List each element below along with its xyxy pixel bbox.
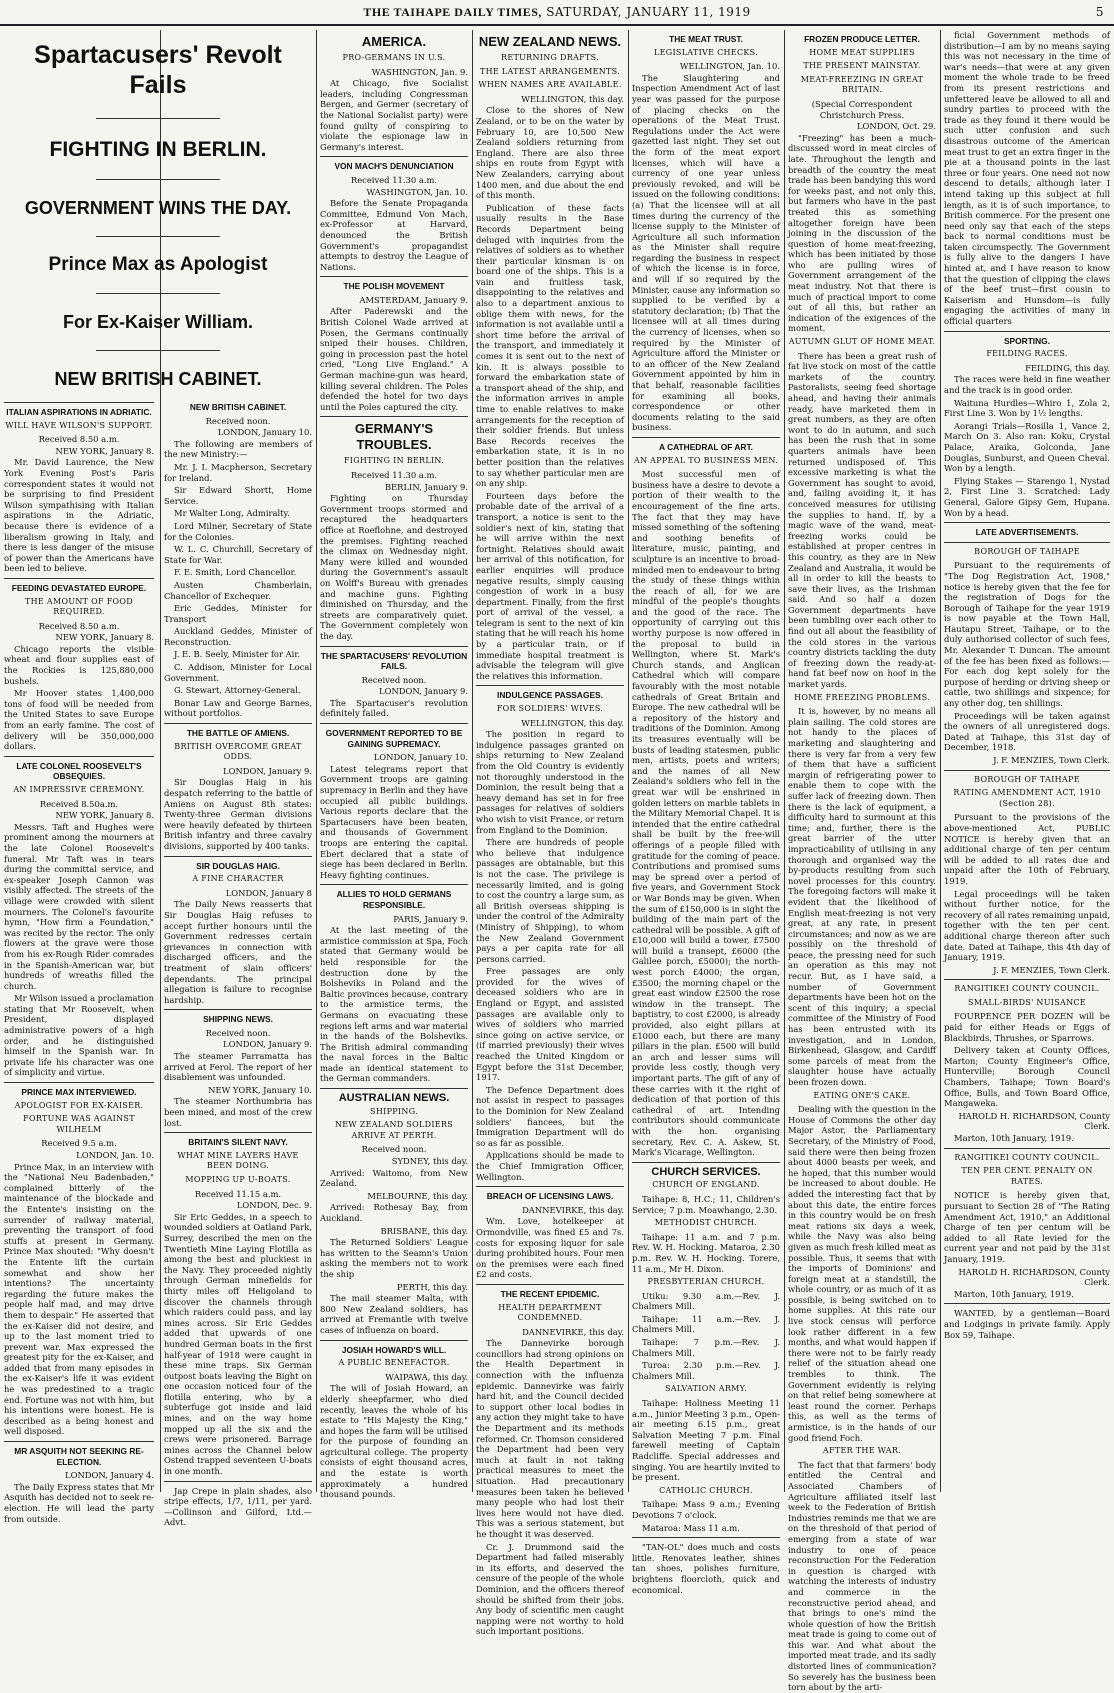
column-2 <box>164 398 312 1528</box>
article-headline: LATE ADVERTISEMENTS. <box>975 527 1079 538</box>
classified-ad: WANTED, by a gentleman—Board and Lodgings in private family. Apply Box 59, Taihape. <box>944 1308 1110 1340</box>
article-subhead: A FINE CHARACTER <box>192 874 284 884</box>
divider <box>944 1303 1110 1304</box>
received-time: Received 11.30 a.m. <box>350 470 438 480</box>
article-headline: GERMANY'S TROUBLES. <box>354 421 434 453</box>
article-body: Mr. David Laurence, the New York Evening Post's Paris correspondent states it would not be surprising to find President Wilson sympathising with Italian aspirations in the Adriatic, because there is evidence of a liberalism growing in Italy, and there is less danger of the misuse of power than the Americans have been led to believe. <box>4 457 154 574</box>
article-subhead: PRO-GERMANS IN U.S. <box>342 53 446 62</box>
divider <box>4 1082 154 1083</box>
divider <box>4 578 154 579</box>
article-body: The following are members of the new Ministry:— <box>164 438 312 460</box>
divider <box>320 416 468 417</box>
column-7 <box>944 30 1110 1492</box>
minister-line: Bonar Law and George Barnes, without portfolios. <box>164 697 312 719</box>
article-body: Fighting on Thursday Government troops stormed and recaptured the headquarters office at Roeflohne, and destroyed the premises. Fighting reached the climax on Wednesday night. Many were killed and wounded during the Government's assault on Wolff's Bureau with grenades and machine guns. Fighting diminished on Thursday, and the streets are comparatively quiet. The Government completely won the day. <box>320 493 468 641</box>
article-subhead: SHIPPING. <box>370 1106 418 1116</box>
article-subhead: BRITISH OVERCOME GREAT ODDS. <box>174 741 302 762</box>
article-body: Taihape: 11 a.m.—Rev. J. Chalmers Mill. <box>632 1313 780 1335</box>
article-headline: A CATHEDRAL OF ART. <box>659 441 753 452</box>
divider <box>320 276 468 277</box>
article-body: Flying Stakes — Starengo 1, Nystad 2, First Line 3. Scratched: Lady General, Galore Gipsy Gem, Hupana. Won by a head. <box>944 475 1110 518</box>
column-1 <box>4 398 154 1524</box>
article-body: Dealing with the question in the House of Commons the other day Major Astor, the Parliamentary Secretary, of the Ministry of Food, said there were then being frozen about 4000 beasts per week, and he hoped, that this number would be increased to about double. He added the interesting fact that by about this date, the entire forces in this country would be on fresh meat rations six days a week, while the Navy was also being given as much fresh killed meat as possible. Thus, it seems that with the imports of Dominions' and foreign meat at a standstill, the whole country, or as much of it as possible, is being switched on to home supplies. At this rate our live stock census will perforce look rather different in a few months, and what would happen if there were not to be fairly ready relief of the situation ahead one trembles to think. The Government evidently is relying on that relief being somewhere at least round the corner. Perhaps this, as well as the terms of armistice, is in the hands of our good friend Foch. <box>788 1104 936 1443</box>
article-headline: AUSTRALIAN NEWS. <box>338 1092 450 1105</box>
divider <box>476 685 624 686</box>
notice-body: Proceedings will be taken against the owners of all unregistered dogs. Dated at Taihape, this 31st day of December, 1918. <box>944 710 1110 753</box>
article-body: The steamer Parramatta has arrived at Ferol. The report of her disablement was unfounded. <box>164 1051 312 1083</box>
divider <box>164 856 312 857</box>
dateline: BRISBANE, this day. <box>380 1225 468 1236</box>
article-body: It is, however, by no means all plain sailing. The cold stores are not handy to the places of marketing and slaughtering and there is very far from a very few of them that have a sufficient margin of refrigerating power to enable them to cope with the suffer lack of freezing down. Then there is the lack of equipment, a difficulty hard to surmount at this time; and, further, there is the great barrier of the utter impracticability of utilising in any thorough and organised way the by-products resulting from such novel processes for this country. The foregoing factors will make it evident that the likelihood of English meat-freezing is not very great, at any rate, in present circumstances; and now as we are possibly on the threshold of peace, the pressing need for such an operation as this may not recur. But, as I have said, a number of Government departments have been hot on the scent of this inquiry; a special committee of the Ministry of Food has been entrusted with its investigation, and in London, Birkenhead, Glasgow, and Cardiff some parcels of meat from the slaughter house have actually been frozen down. <box>788 706 936 1087</box>
article-body: Waituna Hurdles—Whiro 1, Zola 2, First Line 3. Won by 1½ lengths. <box>944 397 1110 419</box>
notice-date: Marton, 10th January, 1919. <box>954 1288 1074 1299</box>
notice-signature: J. F. MENZIES, Town Clerk. <box>993 964 1110 975</box>
notice-heading: BOROUGH OF TAIHAPE <box>974 546 1080 556</box>
article-headline: LATE COLONEL ROOSEVELT'S OBSEQUIES. <box>16 760 142 782</box>
article-subhead: CATHOLIC CHURCH. <box>659 1485 753 1495</box>
article-subhead: FEILDING RACES. <box>986 349 1068 359</box>
article-subhead: AN APPEAL TO BUSINESS MEN. <box>633 455 779 465</box>
dateline: LONDON, Jan. 10. <box>76 1150 154 1160</box>
lead-subhead-3: Prince Max as Apologist <box>48 254 268 275</box>
divider <box>944 1148 1110 1149</box>
received-time: Received noon. <box>361 1144 427 1155</box>
article-headline: FEEDING DEVASTATED EUROPE. <box>11 582 147 593</box>
column-rule <box>628 30 629 1492</box>
article-subhead: THE PRESENT MAINSTAY. <box>803 61 921 71</box>
dateline: PARIS, January 9. <box>393 913 468 924</box>
divider <box>320 646 468 647</box>
article-body: Mataroa: Mass 11 a.m. <box>642 1522 740 1533</box>
minister-line: C. Addison, Minister for Local Government. <box>164 662 312 683</box>
notice-body: Pursuant to the provisions of the above-mentioned Act, PUBLIC NOTICE is hereby given that an additional charge of ten per centum will be added to all rates due and unpaid after the 10th of February, 1919. <box>944 812 1110 886</box>
column-4 <box>476 30 624 1637</box>
article-body: Most successful men of business have a desire to devote a portion of their wealth to the encouragement of the fine arts. The fact that they may have missed something of the softening and soothing benefits of literature, music, painting, and sculpture is an incentive to broad-minded men to endeavour to bring the study of these things within the reach of all, for we are mindful of the people's thoughts and the good of the race. The opportunity of carrying out this worthy purpose is now offered in the proposal to build in Wellington, where St. Mark's Church stands, and Anglican Cathedral which will compare favourably with the most notable cathedrals of Great Britain and Europe. The new cathedral will be a repository of the history and traditions of the Dominion. Among its treasures eventually will be busts of leading statesmen, public men, artists, poets and writers; and the names of all New Zealand's soldiers who fell in the great war will be enshrined in golden letters on marble tablets in the Military Memorial Chapel. It is intended that the entire cathedral shall be built by the free-will offerings of a people filled with gratitude for the coming of peace. Contributions and promised sums may be spread over a period of five years, and Government Stock or War Bonds may be given. When the sum of £150,000 is in sight the building of the main part of the cathedral will be possible. A gift of £10,000 will build a tower, £7500 will build a transept, £6000 (the Galilee porch, £5000); the north-west porch £4000; the organ, £3500; the morning chapel or the great east window £2500 the rose window in the transept. The baptistry, to cost £2000, is already provided, also eight pillars at £1000 each, but there are many pillars in the plan. £500 will build an arch and lesser sums will provide less costly, though very important parts. The gift of any of these carries with it the right of dedication of that portion of this cathedral of art. Intending contributors should communicate with the hon. organising secretary, Rev. C. A. Askew, St. Mark's Vicarage, Wellington. <box>632 469 780 1158</box>
article-body: Arrived: Waitomo, from New Zealand. <box>320 1167 468 1189</box>
divider <box>944 522 1110 523</box>
article-subhead: WHAT MINE LAYERS HAVE BEEN DOING. <box>177 1150 299 1171</box>
article-subhead: PRESBYTERIAN CHURCH. <box>647 1277 765 1287</box>
divider <box>944 331 1110 332</box>
lead-subhead-2: GOVERNMENT WINS THE DAY. <box>24 198 292 218</box>
minister-line: F. E. Smith, Lord Chancellor. <box>174 567 297 578</box>
article-body: At Chicago, five Socialist leaders, including Congressman Bergen, and Germer (secretary of the National Socialist party) were found guilty of conspiring to violate the espionage law in Germany's interest. <box>320 78 468 152</box>
article-body: There are hundreds of people who believe that indulgence passages are obtainable, but this is not the case. The privilege is necessarily limited, and is going to cost the country a large sum, as all British overseas shipping is under the control of the Admiralty (Ministry of Shipping), to whom the New Zealand Government pays a per capita rate for all persons carried. <box>476 837 624 964</box>
article-subhead: AN IMPRESSIVE CEREMONY. <box>13 785 145 794</box>
article-body: The mail steamer Malta, with 800 New Zealand soldiers, has arrived at Fremantle with twelve cases of influenza on board. <box>320 1293 468 1335</box>
minister-line: G. Stewart, Attorney-General. <box>174 685 301 696</box>
source-credit: (Special Correspondent Christchurch Press. <box>811 98 913 120</box>
dateline: NEW YORK, January 8. <box>55 810 154 821</box>
minister-line: J. E. B. Seely, Minister for Air. <box>174 649 301 660</box>
article-subhead: A PUBLIC BENEFACTOR. <box>338 1358 450 1368</box>
dateline: LONDON, January 9. <box>379 686 468 697</box>
article-subhead: FIGHTING IN BERLIN. <box>343 456 445 466</box>
article-body: The Defence Department does not assist in respect to passages to the Dominion for New Zealand soldiers' fiancees, but the Immigration Department will do so as far as possible. <box>476 1084 624 1148</box>
article-headline: NEW BRITISH CABINET. <box>189 402 287 412</box>
column-rule <box>472 30 473 1492</box>
dateline: SYDNEY, this day. <box>391 1156 468 1167</box>
divider <box>320 156 468 157</box>
article-body: The races were held in fine weather and the track is in good order. <box>944 374 1110 395</box>
dateline: WELLINGTON, this day. <box>521 93 624 104</box>
dateline: WASHINGTON, Jan. 9. <box>371 66 468 77</box>
article-subhead: THE AMOUNT OF FOOD REQUIRED. <box>25 596 133 617</box>
dateline: LONDON, January 4. <box>65 1470 154 1481</box>
divider <box>96 293 219 294</box>
divider <box>96 350 219 351</box>
lead-headline: Spartacusers' Revolt Fails <box>34 41 282 99</box>
article-body: Close to the shores of New Zealand, or to be on the water by February 10, are 10,500 New Zealand soldiers returning from England. There are also three ships en route from Egypt with New Zealanders, carrying about 1400 men, and due about the end of this month. <box>476 105 624 201</box>
article-headline: NEW ZEALAND NEWS. <box>478 34 622 49</box>
minister-line: Sir Edward Shortt, Home Service. <box>164 485 312 506</box>
article-subhead: SALVATION ARMY. <box>664 1384 748 1394</box>
article-body: Applications should be made to the Chief Immigration Officer, Wellington. <box>476 1150 624 1182</box>
article-subhead: APOLOGIST FOR EX-KAISER. <box>14 1100 144 1110</box>
article-headline: CHURCH SERVICES. <box>651 1165 761 1178</box>
article-subhead: MOPPING UP U-BOATS. <box>185 1175 291 1184</box>
notice-body: Delivery taken at County Offices, Marton; County Engineer's Office, Hunterville; Borough Council Chambers, Taihape; Town Board's Office, Bulls, and Town Board Office, Mangaweka. <box>944 1045 1110 1109</box>
article-body: The Returned Soldiers' League has written to the Seamn's Union asking the members not to work the ship <box>320 1237 468 1279</box>
article-body: Taihape: Holiness Meeting 11 a.m., Junior Meeting 3 p.m., Open-air meeting 6.15 p.m., great Salvation Meeting 7 p.m. Final farewell meeting of Captain Radcliffe. Special addresses and singing. You are heartily invited to be present. <box>632 1398 780 1483</box>
dateline: WASHINGTON, Jan. 10. <box>366 186 468 197</box>
divider <box>320 1088 468 1089</box>
column-rule <box>940 30 941 1492</box>
received-time: Received 8.50a.m. <box>39 798 119 809</box>
article-headline: AMERICA. <box>361 34 427 49</box>
notice-subheading: RATING AMENDMENT ACT, 1910 (Section 28). <box>953 788 1101 808</box>
dateline: MELBOURNE, this day. <box>367 1190 468 1201</box>
article-body: Free passages are only provided for the wives of deceased soldiers who are in England or Egypt, and assisted passages are available only to wives of soldiers who married since going on active service, or (if married previously) their wives reached the United Kingdom or Egypt before the 31st December, 1917. <box>476 966 624 1083</box>
divider <box>944 770 1110 771</box>
dateline: LONDON, January 10. <box>373 752 468 763</box>
notice-subheading: TEN PER CENT. PENALTY ON RATES. <box>961 1166 1093 1186</box>
lead-subhead-5: NEW BRITISH CABINET. <box>54 369 262 389</box>
article-body: After Paderewski and the British Colonel Wade arrived at Posen, the Germans continually sniped their houses. Children, going in procession past the hotel cried, "Long Live England." A German machine-gun was heard, killing several children. The Poles defended the hotel for two days until the Poles captured the city. <box>320 306 468 412</box>
dateline: LONDON, Dec. 9. <box>236 1200 312 1211</box>
notice-heading: RANGITIKEI COUNTY COUNCIL. <box>954 984 1100 994</box>
article-body: Mr Wilson issued a proclamation stating that Mr Roosevelt, when President, displayed administrative powers of a high order, and he distinguished himself in the Spanish war. In private life his character was one of simplicity and virtue. <box>4 993 154 1078</box>
article-headline: BRITAIN'S SILENT NAVY. <box>188 1137 288 1148</box>
received-time: Received 11.30 a.m. <box>350 174 438 185</box>
advertisement: Jap Crepe in plain shades, also stripe effects, 1/7, 1/11, per yard.—Collinson and Gilford, Ltd.—Advt. <box>164 1485 312 1528</box>
divider <box>476 1186 624 1187</box>
divider <box>320 884 468 885</box>
article-headline: BREACH OF LICENSING LAWS. <box>486 1191 614 1202</box>
masthead-title: THE TAIHAPE DAILY TIMES, <box>363 5 542 19</box>
divider <box>96 179 219 180</box>
dateline: WELLINGTON, Jan. 10. <box>679 61 780 72</box>
column-3 <box>320 30 468 1500</box>
article-headline: SHIPPING NEWS. <box>203 1014 273 1025</box>
article-body: Publication of these facts usually results in the Base Records Department being deluged with inquiries from the relatives of soldiers as to whether their particular kinsman is on board one of the ships. This is a vain and fruitless task, disappointing to the relatives and also to a department anxious to oblige them with news, for the information is not available until a short time before the arrival of the transport, and immediately it comes it is sent out to the next of kin. It is always possible to forward the embarkation state of a transport ahead of the ship, and the information arrives in ample time to enable relatives to make arrangements for the reception of their soldier friends. But unless Base Records receives the embarkation state, it is in no better position than the relatives to say whether particular men are on any ship. <box>476 202 624 489</box>
article-body: The Dannevirke borough councillors had strong opinions on the Health Department in connection with the influenza epidemic. Dannevirke was fairly hard hit, and the Council decided to support other local bodies in any action they might take to have the Department and its methods reformed. Cr. Thomson considered the Department had been very much at fault in not taking practical measures to meet the situation. Had precautionary measures been taken he believed many people who had lost their lives here would not have died. This was a serious statement, but he thought it was deserved. <box>476 1338 624 1539</box>
article-subhead: EATING ONE'S CAKE. <box>813 1090 911 1100</box>
article-body: Before the Senate Propaganda Committee, Edmund Von Mach, ex-Professor at Harvard, denounced the British Government's propagandist attempts to destroy the League of Nations. <box>320 198 468 272</box>
article-headline: GOVERNMENT REPORTED TO BE GAINING SUPREMACY. <box>325 728 463 749</box>
notice-subheading: SMALL-BIRDS' NUISANCE <box>968 997 1086 1007</box>
lead-subhead-4: For Ex-Kaiser William. <box>63 312 253 332</box>
dateline: PERTH, this day. <box>396 1281 468 1292</box>
article-subhead: METHODIST CHURCH. <box>654 1218 758 1228</box>
received-time: Received 11.15 a.m. <box>194 1188 282 1199</box>
article-subhead: FOR SOLDIERS' WIVES. <box>496 704 604 714</box>
article-body: Wm. Love, hotelkeeper at Ormondville, was fined £5 and 7s. costs for exposing liquor for sale during prohibited hours. Four men on the premises were each fined £2 and costs. <box>476 1216 624 1280</box>
divider <box>4 756 154 757</box>
article-subhead: THE LATEST ARRANGEMENTS. <box>479 66 621 76</box>
dateline: NEW YORK, January 10. <box>208 1084 312 1095</box>
divider <box>96 236 219 237</box>
column-6 <box>788 30 936 1693</box>
article-body: Taihape: 11 a.m. and 7 p.m. Rev. W. H. Hocking. Mataroa, 2.30 p.m. Rev. W. H. Hocking. Torere, 11 a.m., Mr H. Dixon. <box>632 1231 780 1274</box>
article-subhead: HOME FREEZING PROBLEMS. <box>794 692 930 702</box>
divider <box>96 118 219 119</box>
divider <box>476 1284 624 1285</box>
masthead <box>0 0 1114 26</box>
article-body: The steamer Northumbria has been mined, and most of the crew lost. <box>164 1096 312 1128</box>
article-subhead: LEGISLATIVE CHECKS. <box>654 47 758 57</box>
minister-line: Mr. J. I. Macpherson, Secretary for Ireland. <box>164 461 312 483</box>
notice-body: Pursuant to the requirements of "The Dog Registration Act, 1908," notice is hereby given that the fee for the registration of Dogs for the Borough of Taihape for the year 1919 is now payable at the Town Hall, Hautapu Street, Taihape, or to the duly authorised collector of such fees, Mr. Alexander T. Duncan. The amount of the fee has been fixed as follows:—For each dog kept solely for the purpose of herding or driving sheep or cattle, two shillings and sixpence; for any other dog, ten shillings. <box>944 560 1110 709</box>
article-body: Cr. J. Drummond said the Department had failed miserably in its efforts, and deserved the censure of the people of the whole Dominion, and the officers thereof should be shifted from their jobs. Any body of scientific men caught napping were not worthy to hold such important positions. <box>476 1541 624 1637</box>
minister-line: Eric Geddes, Minister for Transport <box>164 603 312 624</box>
dateline: NEW YORK, January 8. <box>55 445 154 456</box>
advertisement: "TAN-OL" does much and costs little. Renovates leather, shines tan shoes, polishes furniture, brightens floorcloth, quick and economical. <box>632 1542 780 1595</box>
notice-body: FOURPENCE PER DOZEN will be paid for either Heads or Eggs of Blackbirds, Thrushes, or Sparrows. <box>944 1011 1110 1043</box>
divider <box>632 1537 780 1538</box>
article-headline: ITALIAN ASPIRATIONS IN ADRIATIC. <box>6 407 152 417</box>
notice-body: NOTICE is hereby given that, pursuant to Section 28 of "The Rating Amendment Act, 1910," an Additional Charge of ten per centum will be added to all Rate levied for the current year and not paid by the 31st January, 1919. <box>944 1190 1110 1264</box>
lead-headline-block <box>4 30 312 396</box>
article-subhead: HEALTH DEPARTMENT CONDEMNED. <box>498 1302 602 1323</box>
article-headline: THE POLISH MOVEMENT <box>343 281 445 292</box>
notice-heading: BOROUGH OF TAIHAPE <box>974 774 1080 784</box>
article-body: Taihape: Mass 9 a.m.; Evening Devotions 7 o'clock. <box>632 1499 780 1520</box>
minister-line: Auckland Geddes, Minister of Reconstruction. <box>164 626 312 647</box>
page-number: 5 <box>1095 5 1104 19</box>
article-body: There has been a great rush of fat live stock on most of the cattle markets of the country. Pastoralists, seeing feed shortage ahead, and having their animals ready, have marketed them in great numbers, as they are often wont to do in autumn, and such has been the rush that in some quarters animals have been returned undisposed of. This excessive marketing is what the Government has sought to avoid, and, failing avoiding it, it has conceived measures for utilising the supplies to hand. If, by a magic wave of the wand, meat-freezing works could be established at proper centres in this country, as they are in New Zealand and Australia, it would be all in order to kill the beasts to save their lives, as the Irishman said. And so half a dozen Government departments have been tumbling over each other to find out all about the feasibility of the cold stores in the various country districts tackling the duty of freezing down the ready-at-hand fat beef now on hoof in the market yards. <box>788 350 936 690</box>
dateline: LONDON, January 8 <box>225 887 312 898</box>
article-headline: SPORTING. <box>1003 335 1051 346</box>
notice-signature: HAROLD H. RICHARDSON, County Clerk. <box>958 1110 1110 1132</box>
masthead-date: SATURDAY, JANUARY 11, 1919 <box>546 5 751 19</box>
article-body: At the last meeting of the armistice commission at Spa, Foch stated that Germany would be held responsible for the destruction done by the Bolsheviks in Poland and the Baltic provinces because, contrary to the armistice terms, the Germans on evacuating these regions left arms and war material in the hands of the Bolsheviks. The British admiral commanding the naval forces in the Baltic made an identical statement to the German commanders. <box>320 925 468 1084</box>
article-body: Fourteen days before the probable date of the arrival of a transport, a notice is sent to the soldier's next of kin, stating that he will arrive within the next fortnight. Relatives should await her arrival of this notification, for earlier enquiries will produce negative results, simply causing congestion of work in a busy department. Finally, from the first port of arrival of the vessel, a telegram is sent to the next of kin stating that he will reach his home by a particular train, or if immediate hospital treatment is advisable the telegram will give the relatives this information. <box>476 490 624 681</box>
notice-signature: HAROLD H. RICHARDSON, County Clerk. <box>958 1266 1110 1288</box>
divider <box>944 979 1110 980</box>
dateline: DANNEVIRKE, this day. <box>522 1326 624 1337</box>
dateline: LONDON, Oct. 29. <box>856 121 936 132</box>
article-subhead: AUTUMN GLUT OF HOME MEAT. <box>788 337 936 347</box>
divider <box>944 542 1110 543</box>
article-body: The fact that that farmers' body entitled the Central and Associated Chambers of Agriculture affiliated itself last week to the Federation of British Industries reminds me that we are on the threshold of that period of emerging from a state of war industry to one of peace reconstruction For the Federation in question is charged with watching the interests of industry and commerce in the reconstructive period ahead, and that brings to one's mind the whole question of how the British meat trade is going to come out of this war. And what about the imported meat trade, and its sadly distorted lines of communication? So severely has the business been torn about by the arti- <box>788 1459 936 1693</box>
article-body: The Daily News reasserts that Sir Douglas Haig refuses to accept further honours until the Government redresses certain grievances in connection with discharged officers, and the treatment of slain officers' dependants. The principal allegation is failure to recognise hardship. <box>164 899 312 1005</box>
received-time: Received 8.50 a.m. <box>38 434 120 445</box>
article-headline: MR ASQUITH NOT SEEKING RE-ELECTION. <box>14 1446 144 1467</box>
dateline: WELLINGTON, this day. <box>521 717 624 728</box>
received-time: Received 8.50 a.m. <box>38 620 120 631</box>
article-body: The Slaughtering and Inspection Amendment Act of last year was passed for the purpose of placing checks on the operations of the Meat Trust. Regulations under the Act were gazetted last night. They set out the form of the meat export licenses, which will have a currency of one year unless previously revoked, and will be issued on the following conditions: (a) That the licensee will at all times during the currency of the license supply to the Minister of Agriculture all such information as the Minister shall require regarding the business in respect of which the license is in force, and will if so required by the Minister, cause any information so supplied to be verified by a statutory declaration; (b) That the licensee will at all times during the currency of licenses, when so required by the Minister of Agriculture afford the Minister or to an officer of the New Zealand Government appointed by him in that behalf, reasonable facilities for examining all books, correspondence or other documents relating to the said business. <box>632 72 780 433</box>
dateline: LONDON, January 10. <box>217 427 312 438</box>
dateline: AMSTERDAM, January 9. <box>359 294 468 305</box>
article-body: Sir Douglas Haig in his despatch referring to the battle of Amiens on August 8th states: Twenty-three German divisions were heavily defeated by thirteen British infantry and three cavalry divisions, supported by 400 tanks. <box>164 777 312 851</box>
article-subhead: WILL HAVE WILSON'S SUPPORT. <box>5 420 153 430</box>
article-headline: JOSIAH HOWARD'S WILL. <box>341 1344 447 1355</box>
article-body: The position in regard to indulgence passages granted on ships returning to New Zealand from the Old Country is evidently not thoroughly understood in the Dominion, the result being that a heavy demand has set in for free passages for relatives of soldiers who wish to visit France, or return from England to the Dominion. <box>476 729 624 835</box>
divider <box>632 1162 780 1163</box>
article-headline: THE RECENT EPIDEMIC. <box>500 1288 600 1299</box>
lead-subhead-1: FIGHTING IN BERLIN. <box>49 138 267 161</box>
divider <box>632 437 780 438</box>
article-headline: THE MEAT TRUST. <box>669 34 743 44</box>
divider <box>164 1481 312 1482</box>
minister-line: W. L. C. Churchill, Secretary of State for War. <box>164 544 312 565</box>
article-body: "Freezing" has been a much-discussed word in meat circles of late. Throughout the length and breadth of the country the meat trade has been bandying this word for weeks past, and not only this, but farmers who have in the past treated this as something altogether foreign have been joining in the discussion of the question of home meat-freezing, which has been initiated by those who are pulling wires of Government arrangement of the meat industry. Not that there is much of practical import to come out of all this, but rather an indication of the exigences of the moment. <box>788 132 936 334</box>
article-headline: THE SPARTACUSERS' REVOLUTION FAILS. <box>320 650 468 672</box>
article-subhead: WHEN NAMES ARE AVAILABLE. <box>478 80 622 90</box>
article-body: Messrs. Taft and Hughes were prominent among the mourners at the late Colonel Roosevelt's funeral. Mr Taft was in tears during the committal service, and ex-speaker Joseph Cannon was visibly affected. The streets of the village were crowded with silent mourners. The Colonel's favourite hymn, "How firm a Foundation," was recited by the rector. The only flowers at the grave were those from his ex-Rough Rider comrades in the Spanish-American war, but hundreds of wreaths filled the church. <box>4 821 154 991</box>
received-time: Received noon. <box>361 674 427 685</box>
article-body: Taihape: 7 p.m.—Rev. J. Chalmers Mill. <box>632 1337 780 1358</box>
column-rule <box>316 30 317 1492</box>
article-body: Taihape: 8, H.C.; 11, Children's Service; 7 p.m. Moawhango, 2.30. <box>632 1193 780 1215</box>
article-body: Latest telegrams report that Government troops are gaining supremacy in Berlin and they have occupied all public buildings. Various reports declare that the Spartacusers have been beaten, and thousands of Government troops are entering the capital. Ebert declared that a state of siege has been declared in Berlin. Heavy fighting continues. <box>320 763 468 880</box>
article-body: Sir Eric Geddes, in a speech to wounded soldiers at Oatland Park, Surrey, described the men on the Twentieth Mine Laying Flotilla as among the best and pluckiest in the Navy. They proceeded nightly through German minefields for thirty miles off Heligoland to discover the channels through which raiders could pass, and lay mines across. Sir Eric Geddes added that upwards of one hundred German boats in the first half-year of 1918 were caught in these mine traps. Six German outpost boats leaving the Bight on one occasion noticed four of the flotilla entering, who by a subterfuge got inside and laid mines, and on the way home mopped up all the six and the crews were prisonered. Barrage mines across the Channel below Ostend trapped seventeen U-boats in one month. <box>164 1211 312 1477</box>
notice-date: Marton, 10th January, 1919. <box>954 1133 1074 1143</box>
article-body: The will of Josiah Howard, an elderly sheepfarmer, who died recently, leaves the whole of his estate to "His Majesty the King," and hopes the farm will be utilised for the purpose of founding an agricultural college. The property consists of eight thousand acres, and the estate is worth approximately a hundred thousand pounds. <box>320 1383 468 1500</box>
dateline: BERLIN, January 9. <box>384 481 468 492</box>
article-body: Turoa: 2.30 p.m.—Rev. J. Chalmers Mill. <box>632 1360 780 1381</box>
dateline: LONDON, January 9. <box>223 1039 312 1050</box>
column-5 <box>632 30 780 1595</box>
article-body: Utiku: 9.30 a.m.—Rev. J. Chalmers Mill. <box>632 1290 780 1312</box>
article-subhead: MEAT-FREEZING IN GREAT BRITAIN. <box>800 74 924 95</box>
divider <box>320 723 468 724</box>
article-body: Aorangi Trials—Rosilla 1, Vance 2, March On 3. Also ran: Koku, Crystal Palace, Araika, Golconda, Jane Douglas, Sunburst, and Queen Cheval. Won by a length. <box>944 420 1110 474</box>
divider <box>164 1009 312 1010</box>
dateline: NEW YORK, January 8. <box>55 632 154 643</box>
notice-heading: RANGITIKEI COUNTY COUNCIL. <box>954 1152 1100 1162</box>
received-time: Received noon. <box>205 415 271 426</box>
article-headline: VON MACH'S DENUNCIATION <box>334 161 454 172</box>
received-time: Received 9.5 a.m. <box>41 1138 117 1149</box>
article-headline: ALLIES TO HOLD GERMANS RESPONSIBLE. <box>336 889 452 910</box>
article-subhead: CHURCH OF ENGLAND. <box>652 1180 760 1190</box>
minister-line: Austen Chamberlain, Chancellor of Exchequer. <box>164 579 312 601</box>
notice-body: Legal proceedings will be taken without further notice, for the recovery of all rates remaining unpaid, together with the ten per cent. additional charge thereon after such date. Dated at Taihape, this 4th day of January, 1919. <box>944 888 1110 963</box>
dateline: WAIPAWA, this day. <box>385 1371 468 1382</box>
article-subhead: AFTER THE WAR. <box>822 1446 902 1456</box>
received-time: Received noon. <box>205 1027 271 1038</box>
article-subhead: NEW ZEALAND SOLDIERS ARRIVE AT PERTH. <box>334 1120 454 1140</box>
article-body: Prince Max, in an interview with the "National Neu Badenbaden," complained bitterly of the maintenance of the blockade and the Entente's insisting on the surrender of railway material, preventing the transport of food stuffs at present in Germany. Prince Max shouted: "Why doesn't the Entente lift the curtain somewhat and show her intentions? The uncertainty regarding the future makes the people half mad, and may drive them to despair." He asserted that the ex-Kaiser did not desire, and up to the last moment tried to prevent war. Max expressed the greatest pity for the ex-Kaiser, and added that from many episodes in the ex-Kaiser's life it was evident he was predestined to a tragic end. Fortune was not with him, but his intentions were honest. He is described as a being honest and well disposed. <box>4 1161 154 1437</box>
article-body: Chicago reports the visible wheat and flour supplies east of the Rockies is 125,880,000 bushels. <box>4 643 154 686</box>
article-body: Arrived: Rothesay Bay, from Auckland. <box>320 1202 468 1223</box>
divider <box>4 1441 154 1442</box>
divider <box>164 723 312 724</box>
article-subhead: RETURNING DRAFTS. <box>501 53 599 62</box>
dateline: LONDON, January 9. <box>223 765 312 776</box>
article-body: ficial Government methods of distribution—I am by no means saying this was not necessary in the time of war's needs—that were at any given moment the whole trade to be freed from its present restrictions and unfettered leave be allowed to all and sundry parties to proceed with the trade as they found it there would be such utter confusion and such disastrous outcome of the American meat trust to get an extra finger in the pie at a thousand points in the last three or four years. One need not now descend to details, although later I intend taking up this subject at full length, as it is of such importance, to British commerce. For the present one need only say that each of the steps back to normal conditions must be taken circumspectly. The Government is fully alive to the dangers I have hinted at, and I have reason to know that the question of clipping the claws of the beef trust—first cousin to Kaiserism and Hunsdom—is fully engaging the activities of many in official quarters <box>944 30 1110 327</box>
article-headline: PRINCE MAX INTERVIEWED. <box>21 1087 137 1098</box>
article-body: The Spartacuser's revolution definitely failed. <box>320 697 468 719</box>
article-headline: THE BATTLE OF AMIENS. <box>186 728 290 739</box>
article-subhead: FORTUNE WAS AGAINST WILHELM <box>23 1114 135 1134</box>
column-rule <box>784 30 785 1492</box>
dateline: FEILDING, this day. <box>1025 362 1110 373</box>
divider <box>164 1132 312 1133</box>
notice-signature: J. F. MENZIES, Town Clerk. <box>993 755 1110 765</box>
article-body: Mr Hoover states 1,400,000 tons of food will be needed from the United States to save Europe from an early famine. The cost of delivery will be 350,000,000 dollars. <box>4 688 154 752</box>
article-subhead: HOME MEAT SUPPLIES <box>809 47 915 57</box>
article-headline: SIR DOUGLAS HAIG. <box>196 860 280 871</box>
article-headline: INDULGENCE PASSAGES. <box>497 690 603 701</box>
article-body: The Daily Express states that Mr Asquith has decided not to seek re-election. He will lead the party from outside. <box>4 1481 154 1524</box>
divider <box>320 1340 468 1341</box>
divider <box>4 402 154 403</box>
dateline: DANNEVIRKE, this day. <box>522 1204 624 1215</box>
minister-line: Lord Milner, Secretary of State for the Colonies. <box>164 520 312 542</box>
article-headline: FROZEN PRODUCE LETTER. <box>804 34 920 44</box>
minister-line: Mr Walter Long, Admiralty. <box>174 508 290 519</box>
